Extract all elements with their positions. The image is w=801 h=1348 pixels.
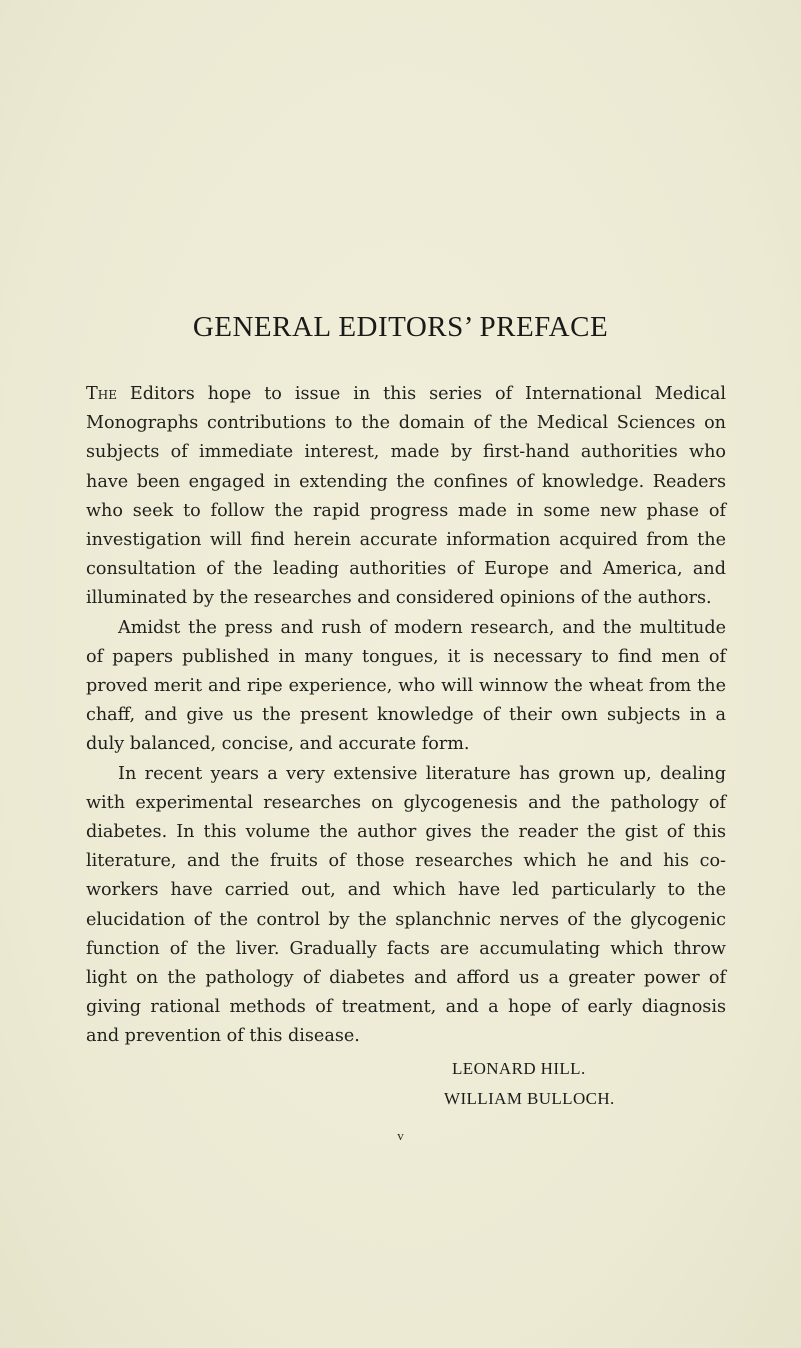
paragraph-text: In recent years a very extensive literature has grown up, dealing with experimental researches on glycogenesis and the pathology of diabetes. In this volume the author gives the reader the gist of this literature, and the fruits of those researches which he and his co-workers have carried out, and which have led particularly to the elucidation of the control by the splanchnic nerves of the glycogenic function of the liver. Gradually facts are accumulating which throw light on the pathology of diabetes and afford us a greater power of giving rational methods of treatment, and a hope of early diagnosis and prevention of this disease.	[86, 763, 726, 1047]
signature-block	[444, 1054, 615, 1114]
page-number: v	[397, 1128, 404, 1143]
paragraph-lead-word: The	[86, 384, 117, 404]
paragraph-1	[86, 380, 726, 614]
signature-leonard-hill: LEONARD HILL.	[452, 1059, 586, 1078]
paragraph-2	[86, 614, 726, 760]
signature-william-bulloch: WILLIAM BULLOCH.	[444, 1089, 615, 1108]
page-title: GENERAL EDITORS’ PREFACE	[192, 311, 609, 343]
preface-body	[86, 380, 726, 1052]
paragraph-text: Amidst the press and rush of modern research, and the multitude of papers published in many tongues, it is necessary to find men of proved merit and ripe experience, who will winnow the wheat from the chaff, and give us the present knowledge of their own subjects in a duly balanced, concise, and accurate form.	[86, 617, 726, 755]
paragraph-3	[86, 760, 726, 1052]
paragraph-text: Editors hope to issue in this series of International Medical Monographs contributions to the domain of the Medical Sciences on subjects of immediate interest, made by first-hand authorities who have been engaged in extending the confines of knowledge. Readers who seek to follow the rapid progress made in some new phase of investigation will find herein accurate information acquired from the consultation of the leading authorities of Europe and America, and illuminated by the researches and considered opinions of the authors.	[86, 384, 726, 609]
